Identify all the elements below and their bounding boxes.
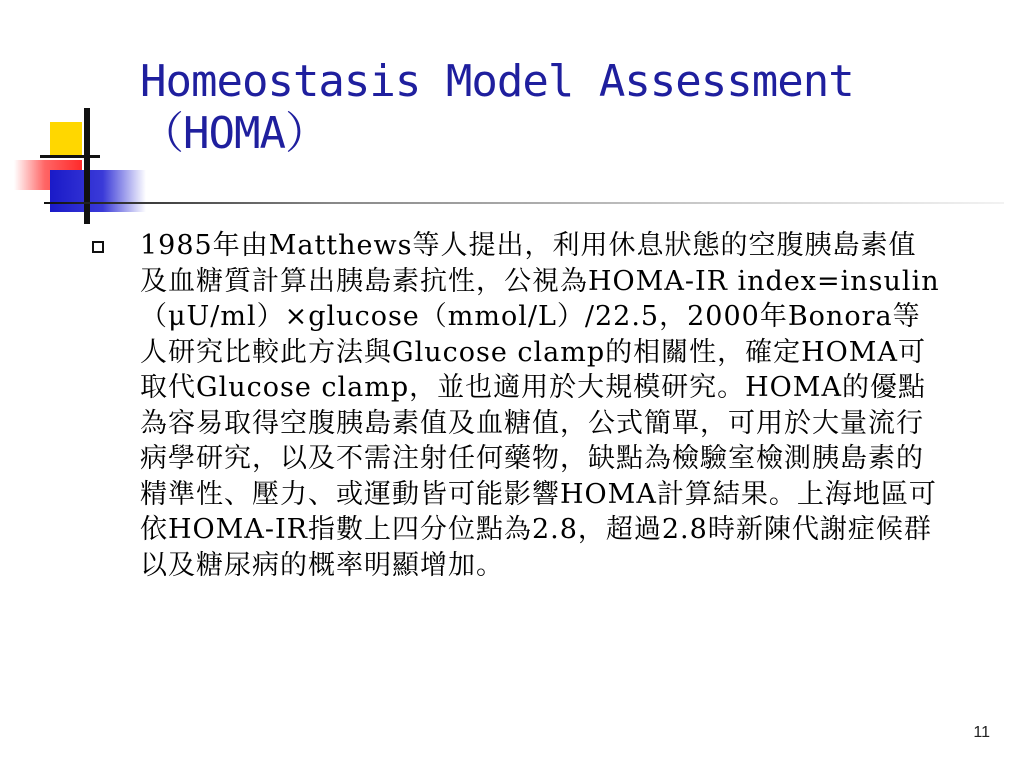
yellow-square-decoration <box>50 122 82 158</box>
slide-title <box>140 56 970 160</box>
decorative-logo-blocks <box>0 0 160 240</box>
title-underline-rule <box>44 202 1004 204</box>
bullet-paragraph: 1985年由Matthews等人提出，利用休息狀態的空腹胰島素值及血糖質計算出胰島素抗性，公視為HOMA-IR index=insulin（μU/ml）×glucose（mmol/L）/22.5，2000年Bonora等人研究比較此方法與Glucose clamp的相關性，確定HOMA可取代Glucose clamp，並也適用於大規模研究。HOMA的優點為容易取得空腹胰島素值及血糖值，公式簡單，可用於大量流行病學研究，以及不需注射任何藥物，缺點為檢驗室檢測胰島素的精準性、壓力、或運動皆可能影響HOMA計算結果。上海地區可依HOMA-IR指數上四分位點為2.8，超過2.8時新陳代謝症候群以及糖尿病的概率明顯增加。 <box>140 230 940 581</box>
vertical-line-decoration <box>84 108 90 224</box>
page-number: 11 <box>973 724 990 741</box>
blue-gradient-decoration <box>50 170 146 212</box>
hollow-square-bullet-icon <box>92 241 104 253</box>
short-horizontal-line-decoration <box>40 155 100 158</box>
slide-title-line1: Homeostasis Model Assessment <box>140 56 854 107</box>
slide-title-line2: （HOMA） <box>140 108 328 159</box>
